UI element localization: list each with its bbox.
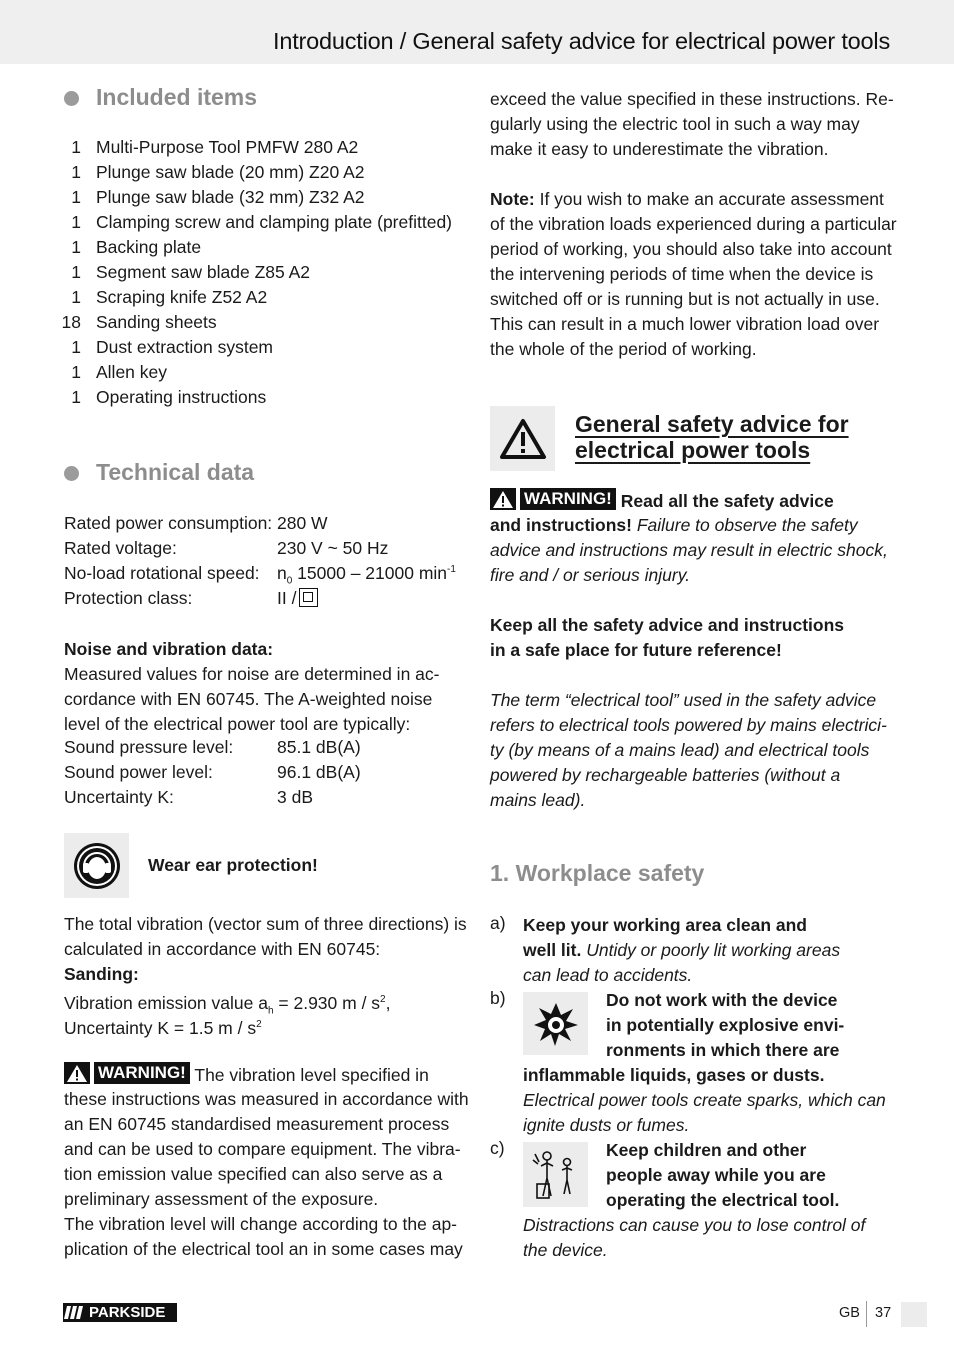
- list-item: [64, 337, 464, 362]
- item-name: Plunge saw blade (32 mm) Z32 A2: [96, 187, 365, 207]
- paragraph-line: Distractions can cause you to lose control of: [523, 1215, 866, 1235]
- item-label: b): [490, 988, 506, 1008]
- paragraph-line: fire and / or serious injury.: [490, 565, 691, 585]
- read-all-warning: WARNING! Read all the safety advice: [490, 488, 834, 514]
- paragraph-line: powered by rechargeable batteries (without a: [490, 765, 841, 785]
- paragraph-line: operating the electrical tool.: [606, 1190, 840, 1210]
- parkside-logo: PARKSIDE: [63, 1303, 177, 1322]
- warning-triangle-icon: [64, 1062, 90, 1084]
- sanding-heading: Sanding:: [64, 964, 139, 984]
- explosion-icon: [523, 992, 588, 1055]
- item-label: c): [490, 1138, 505, 1158]
- spec-row: Sound power level: 96.1 dB(A): [64, 762, 361, 782]
- item-quantity: 1: [71, 262, 81, 282]
- paragraph-line: Measured values for noise are determined in ac-: [64, 664, 440, 684]
- warning-triangle-icon: [490, 488, 516, 510]
- paragraph-line: the intervening periods of time when the device is: [490, 264, 874, 284]
- paragraph-line: mains lead).: [490, 790, 586, 810]
- paragraph-line: gularly using the electric tool in such a way may: [490, 114, 860, 134]
- included-items-heading: Included items: [96, 84, 258, 110]
- paragraph-line: The total vibration (vector sum of three directions) is: [64, 914, 467, 934]
- paragraph-line: cordance with EN 60745. The A-weighted noise: [64, 689, 433, 709]
- page-header: [0, 0, 954, 64]
- item-name: Operating instructions: [96, 387, 267, 407]
- item-name: Plunge saw blade (20 mm) Z20 A2: [96, 162, 365, 182]
- list-item: [64, 287, 464, 312]
- list-item: [64, 362, 464, 387]
- section-bullet: [64, 91, 79, 106]
- general-safety-heading: electrical power tools: [575, 437, 811, 463]
- paragraph-line: calculated in accordance with EN 60745:: [64, 939, 381, 959]
- paragraph-line: make it easy to underestimate the vibration.: [490, 139, 829, 159]
- included-items-list: [61, 137, 464, 412]
- note-line: Note: If you wish to make an accurate assessment: [490, 189, 884, 209]
- paragraph-line: This can result in a much lower vibration load over: [490, 314, 880, 334]
- noise-values: [64, 737, 464, 812]
- item-name: Dust extraction system: [96, 337, 273, 357]
- spec-row: Uncertainty K: 3 dB: [64, 787, 313, 807]
- divider: [866, 1301, 867, 1327]
- spec-row: Rated voltage: 230 V ~ 50 Hz: [64, 538, 389, 558]
- list-item: [64, 187, 464, 212]
- paragraph-line: switched off or is running but is not actually in use.: [490, 289, 880, 309]
- paragraph-line: period of working, you should also take into account: [490, 239, 892, 259]
- paragraph-line: refers to electrical tools powered by mains electrici-: [490, 715, 887, 735]
- warning-triangle-icon: [490, 406, 555, 471]
- item-name: Multi-Purpose Tool PMFW 280 A2: [96, 137, 359, 157]
- vibration-uncertainty: Uncertainty K = 1.5 m / $s^2$: [64, 1017, 262, 1038]
- language-code: GB: [839, 1305, 860, 1321]
- paragraph-line: preliminary assessment of the exposure.: [64, 1189, 379, 1209]
- spec-row: No-load rotational speed: $n_0$ 15000 – 21000 $\min^{-1}$: [64, 563, 456, 587]
- section-bullet: [64, 466, 79, 481]
- list-item: [64, 212, 464, 237]
- item-quantity: 1: [71, 387, 81, 407]
- paragraph-line: Keep your working area clean and: [523, 915, 807, 935]
- paragraph-line: the whole of the period of working.: [490, 339, 757, 359]
- item-name: Sanding sheets: [96, 312, 217, 332]
- paragraph-line: the device.: [523, 1240, 608, 1260]
- paragraph-line: Keep all the safety advice and instructions: [490, 615, 844, 635]
- paragraph-line: can lead to accidents.: [523, 965, 693, 985]
- paragraph-line: well lit. Untidy or poorly lit working areas: [523, 940, 841, 960]
- paragraph-line: Keep children and other: [606, 1140, 807, 1160]
- item-name: Backing plate: [96, 237, 202, 257]
- paragraph-line: ronments in which there are: [606, 1040, 840, 1060]
- warning-badge: WARNING!: [64, 1062, 190, 1084]
- ear-protection-icon: [64, 833, 129, 898]
- paragraph-line: ignite dusts or fumes.: [523, 1115, 690, 1135]
- vibration-warning-line: WARNING! The vibration level specified in: [64, 1062, 429, 1088]
- paragraph-line: inflammable liquids, gases or dusts.: [523, 1065, 825, 1085]
- paragraph-line: tion emission value specified can also serve as a: [64, 1164, 443, 1184]
- list-item: [64, 237, 464, 262]
- list-item: [64, 387, 464, 412]
- ear-protection-label: Wear ear protection!: [148, 855, 318, 875]
- paragraph-line: Do not work with the device: [606, 990, 838, 1010]
- item-name: Allen key: [96, 362, 168, 382]
- warning-badge: WARNING!: [490, 488, 616, 510]
- spec-row: Protection class: II /: [64, 588, 464, 613]
- paragraph-line: level of the electrical power tool are typically:: [64, 714, 411, 734]
- page-number: 37: [875, 1305, 892, 1321]
- paragraph-line: and instructions! Failure to observe the safety: [490, 515, 858, 535]
- vibration-emission-value: Vibration emission value $a_h = 2.930$ m / $s^2$,: [64, 992, 391, 1017]
- page-title: Introduction / General safety advice for electrical power tools: [273, 28, 890, 54]
- list-item: [64, 262, 464, 287]
- item-quantity: 18: [61, 312, 81, 332]
- paragraph-line: and can be used to compare equipment. The vibra-: [64, 1139, 461, 1159]
- logo-stripes-icon: [63, 1303, 85, 1322]
- technical-data-heading: Technical data: [96, 459, 255, 485]
- item-quantity: 1: [71, 337, 81, 357]
- paragraph-line: advice and instructions may result in electric shock,: [490, 540, 888, 560]
- list-item: [64, 137, 464, 162]
- list-item: [64, 162, 464, 187]
- item-quantity: 1: [71, 162, 81, 182]
- page-tab: [901, 1302, 927, 1327]
- paragraph-line: ty (by means of a mains lead) and electrical tools: [490, 740, 870, 760]
- paragraph-line: of the vibration loads experienced during a particular: [490, 214, 897, 234]
- spec-row: Sound pressure level: 85.1 dB(A): [64, 737, 361, 757]
- paragraph-line: The term “electrical tool” used in the safety advice: [490, 690, 877, 710]
- item-name: Segment saw blade Z85 A2: [96, 262, 311, 282]
- paragraph-line: Electrical power tools create sparks, which can: [523, 1090, 886, 1110]
- item-quantity: 1: [71, 362, 81, 382]
- item-label: a): [490, 913, 506, 933]
- item-quantity: 1: [71, 237, 81, 257]
- paragraph-line: in a safe place for future reference!: [490, 640, 782, 660]
- paragraph-line: these instructions was measured in accordance with: [64, 1089, 469, 1109]
- list-item: [61, 312, 464, 337]
- technical-data-table: [64, 513, 464, 613]
- item-quantity: 1: [71, 187, 81, 207]
- keep-children-away-icon: [523, 1142, 588, 1207]
- paragraph-line: an EN 60745 standardised measurement process: [64, 1114, 450, 1134]
- item-quantity: 1: [71, 137, 81, 157]
- workplace-safety-heading: 1. Workplace safety: [490, 860, 705, 886]
- paragraph-line: The vibration level will change according to the ap-: [64, 1214, 457, 1234]
- general-safety-heading: General safety advice for: [575, 411, 849, 437]
- spec-row: Rated power consumption: 280 W: [64, 513, 328, 533]
- protection-class-ii-icon: [299, 588, 318, 607]
- paragraph-line: in potentially explosive envi-: [606, 1015, 845, 1035]
- item-name: Clamping screw and clamping plate (prefitted): [96, 212, 452, 232]
- item-name: Scraping knife Z52 A2: [96, 287, 268, 307]
- noise-heading: Noise and vibration data:: [64, 639, 274, 659]
- item-quantity: 1: [71, 212, 81, 232]
- paragraph-line: exceed the value specified in these instructions. Re-: [490, 89, 894, 109]
- paragraph-line: people away while you are: [606, 1165, 826, 1185]
- item-quantity: 1: [71, 287, 81, 307]
- paragraph-line: plication of the electrical tool an in some cases may: [64, 1239, 463, 1259]
